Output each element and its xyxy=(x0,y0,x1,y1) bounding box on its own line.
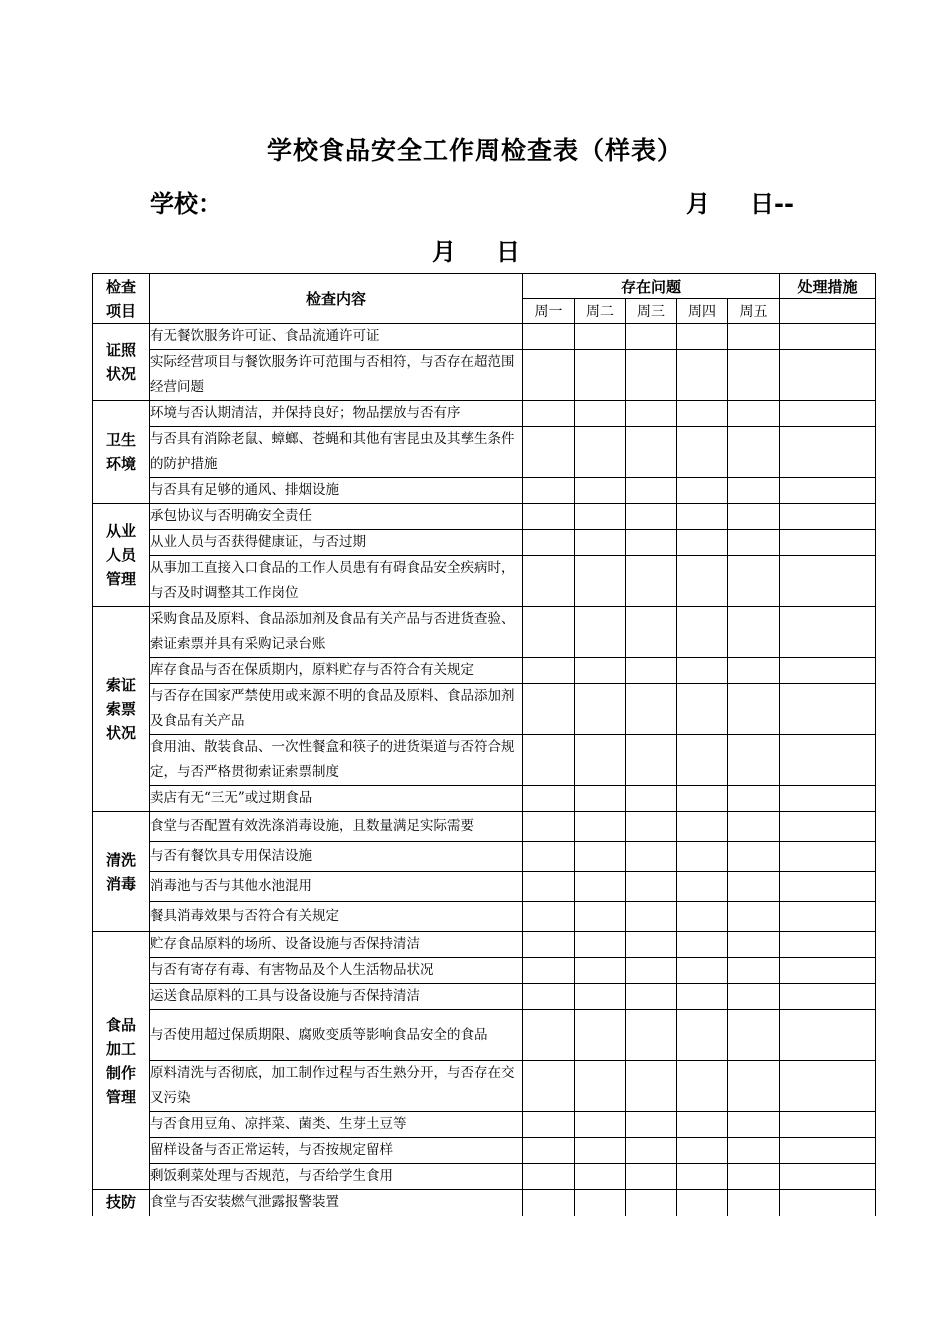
problem-cell[interactable] xyxy=(575,1112,626,1138)
header-line-date xyxy=(0,232,950,266)
problem-cell[interactable] xyxy=(575,504,626,530)
measure-cell[interactable] xyxy=(780,902,876,932)
table-row xyxy=(93,478,876,504)
problem-cell[interactable] xyxy=(523,902,575,932)
weekday-header: 周三 xyxy=(626,299,677,324)
problem-cell[interactable] xyxy=(728,984,780,1010)
problem-cell[interactable] xyxy=(728,735,780,786)
problem-cell[interactable] xyxy=(728,1010,780,1061)
problem-cell[interactable] xyxy=(677,1164,728,1190)
inspection-item: 食堂与否配置有效洗涤消毒设施，且数量满足实际需要 xyxy=(150,812,523,842)
problem-cell[interactable] xyxy=(523,504,575,530)
problem-cell[interactable] xyxy=(523,872,575,902)
measure-cell[interactable] xyxy=(780,324,876,350)
problem-cell[interactable] xyxy=(626,504,677,530)
problem-cell[interactable] xyxy=(575,812,626,842)
header-line-school xyxy=(0,184,950,218)
table-row xyxy=(93,958,876,984)
table-row xyxy=(93,427,876,478)
problem-cell[interactable] xyxy=(626,735,677,786)
problem-cell[interactable] xyxy=(523,1190,575,1216)
problem-cell[interactable] xyxy=(523,1112,575,1138)
measure-cell[interactable] xyxy=(780,1190,876,1216)
table-row xyxy=(93,812,876,842)
table-row xyxy=(93,735,876,786)
inspection-item: 从事加工直接入口食品的工作人员患有有碍食品安全疾病时，与否及时调整其工作岗位 xyxy=(150,556,523,607)
inspection-item: 与否具有消除老鼠、蟑螂、苍蝇和其他有害昆虫及其孳生条件的防护措施 xyxy=(150,427,523,478)
table-row xyxy=(93,1138,876,1164)
problem-cell[interactable] xyxy=(677,1190,728,1216)
problem-cell[interactable] xyxy=(728,1061,780,1112)
inspection-item: 消毒池与否与其他水池混用 xyxy=(150,872,523,902)
problem-cell[interactable] xyxy=(575,932,626,958)
problem-cell[interactable] xyxy=(677,932,728,958)
problem-cell[interactable] xyxy=(728,658,780,684)
problem-cell[interactable] xyxy=(677,478,728,504)
problem-cell[interactable] xyxy=(677,902,728,932)
problem-cell[interactable] xyxy=(575,872,626,902)
problem-cell[interactable] xyxy=(575,1061,626,1112)
problem-cell[interactable] xyxy=(626,556,677,607)
problem-cell[interactable] xyxy=(523,658,575,684)
day-dash-label: 日-- xyxy=(750,190,794,218)
table-row xyxy=(93,401,876,427)
measure-cell[interactable] xyxy=(780,530,876,556)
measure-cell[interactable] xyxy=(780,1138,876,1164)
measure-cell[interactable] xyxy=(780,786,876,812)
inspection-item: 承包协议与否明确安全责任 xyxy=(150,504,523,530)
inspection-item: 原料清洗与否彻底，加工制作过程与否生熟分开，与否存在交叉污染 xyxy=(150,1061,523,1112)
problem-cell[interactable] xyxy=(523,401,575,427)
measures-subheader-empty xyxy=(780,299,876,324)
measure-cell[interactable] xyxy=(780,556,876,607)
problem-cell[interactable] xyxy=(677,1010,728,1061)
problem-cell[interactable] xyxy=(677,786,728,812)
problem-cell[interactable] xyxy=(575,735,626,786)
problem-cell[interactable] xyxy=(677,1061,728,1112)
problem-cell[interactable] xyxy=(626,350,677,401)
inspection-item: 餐具消毒效果与否符合有关规定 xyxy=(150,902,523,932)
problem-cell[interactable] xyxy=(575,556,626,607)
inspection-item: 与否使用超过保质期限、腐败变质等影响食品安全的食品 xyxy=(150,1010,523,1061)
problem-cell[interactable] xyxy=(626,812,677,842)
problem-cell[interactable] xyxy=(677,607,728,658)
inspection-item: 贮存食品原料的场所、设备设施与否保持清洁 xyxy=(150,932,523,958)
measure-cell[interactable] xyxy=(780,478,876,504)
measure-cell[interactable] xyxy=(780,504,876,530)
problem-cell[interactable] xyxy=(728,324,780,350)
measure-cell[interactable] xyxy=(780,735,876,786)
weekday-header: 周一 xyxy=(523,299,575,324)
problem-cell[interactable] xyxy=(575,842,626,872)
problem-cell[interactable] xyxy=(677,427,728,478)
problem-cell[interactable] xyxy=(677,504,728,530)
measure-cell[interactable] xyxy=(780,1164,876,1190)
col-header-problems: 存在问题 xyxy=(523,274,780,299)
inspection-item: 采购食品及原料、食品添加剂及食品有关产品与否进货查验、索证索票并具有采购记录台账 xyxy=(150,607,523,658)
problem-cell[interactable] xyxy=(523,530,575,556)
category-cell: 索证 索票 状况 xyxy=(93,607,150,812)
problem-cell[interactable] xyxy=(626,1112,677,1138)
measure-cell[interactable] xyxy=(780,350,876,401)
problem-cell[interactable] xyxy=(728,530,780,556)
inspection-item: 运送食品原料的工具与设备设施与否保持清洁 xyxy=(150,984,523,1010)
problem-cell[interactable] xyxy=(728,872,780,902)
school-label: 学校： xyxy=(150,190,222,218)
inspection-item: 食用油、散装食品、一次性餐盒和筷子的进货渠道与否符合规定，与否严格贯彻索证索票制度 xyxy=(150,735,523,786)
inspection-item: 食堂与否安装燃气泄露报警装置 xyxy=(150,1190,523,1216)
problem-cell[interactable] xyxy=(677,324,728,350)
table-row xyxy=(93,1190,876,1216)
inspection-table xyxy=(92,273,876,1216)
measure-cell[interactable] xyxy=(780,658,876,684)
problem-cell[interactable] xyxy=(575,684,626,735)
month-label-2: 月 xyxy=(432,238,456,266)
col-header-item: 检查 项目 xyxy=(93,274,150,324)
problem-cell[interactable] xyxy=(728,902,780,932)
inspection-item: 环境与否认期清洁，并保持良好；物品摆放与否有序 xyxy=(150,401,523,427)
problem-cell[interactable] xyxy=(523,735,575,786)
problem-cell[interactable] xyxy=(626,401,677,427)
problem-cell[interactable] xyxy=(677,842,728,872)
problem-cell[interactable] xyxy=(677,984,728,1010)
problem-cell[interactable] xyxy=(575,658,626,684)
table-row xyxy=(93,1112,876,1138)
inspection-item: 卖店有无“三无”或过期食品 xyxy=(150,786,523,812)
table-row xyxy=(93,658,876,684)
category-cell: 从业 人员 管理 xyxy=(93,504,150,607)
measure-cell[interactable] xyxy=(780,401,876,427)
problem-cell[interactable] xyxy=(728,812,780,842)
problem-cell[interactable] xyxy=(626,684,677,735)
measure-cell[interactable] xyxy=(780,1010,876,1061)
problem-cell[interactable] xyxy=(626,872,677,902)
problem-cell[interactable] xyxy=(626,842,677,872)
category-cell: 食品 加工 制作 管理 xyxy=(93,932,150,1190)
table-row xyxy=(93,1061,876,1112)
problem-cell[interactable] xyxy=(523,958,575,984)
inspection-item: 与否存在国家严禁使用或来源不明的食品及原料、食品添加剂及食品有关产品 xyxy=(150,684,523,735)
problem-cell[interactable] xyxy=(575,902,626,932)
problem-cell[interactable] xyxy=(575,324,626,350)
table-row xyxy=(93,872,876,902)
problem-cell[interactable] xyxy=(575,1190,626,1216)
table-row xyxy=(93,1010,876,1061)
problem-cell[interactable] xyxy=(575,478,626,504)
page-title: 学校食品安全工作周检查表（样表） xyxy=(266,136,683,165)
problem-cell[interactable] xyxy=(626,530,677,556)
problem-cell[interactable] xyxy=(728,504,780,530)
problem-cell[interactable] xyxy=(575,1010,626,1061)
problem-cell[interactable] xyxy=(728,1138,780,1164)
table-row xyxy=(93,324,876,350)
problem-cell[interactable] xyxy=(626,1190,677,1216)
inspection-item: 从业人员与否获得健康证，与否过期 xyxy=(150,530,523,556)
problem-cell[interactable] xyxy=(575,401,626,427)
table-row xyxy=(93,504,876,530)
problem-cell[interactable] xyxy=(523,684,575,735)
table-row xyxy=(93,530,876,556)
problem-cell[interactable] xyxy=(728,1190,780,1216)
problem-cell[interactable] xyxy=(523,1138,575,1164)
measure-cell[interactable] xyxy=(780,684,876,735)
problem-cell[interactable] xyxy=(728,1164,780,1190)
measure-cell[interactable] xyxy=(780,872,876,902)
problem-cell[interactable] xyxy=(728,427,780,478)
problem-cell[interactable] xyxy=(575,530,626,556)
measure-cell[interactable] xyxy=(780,984,876,1010)
problem-cell[interactable] xyxy=(626,427,677,478)
measure-cell[interactable] xyxy=(780,1112,876,1138)
problem-cell[interactable] xyxy=(523,786,575,812)
month-label: 月 xyxy=(686,190,710,218)
problem-cell[interactable] xyxy=(523,1164,575,1190)
problem-cell[interactable] xyxy=(728,932,780,958)
inspection-item: 留样设备与否正常运转，与否按规定留样 xyxy=(150,1138,523,1164)
problem-cell[interactable] xyxy=(523,350,575,401)
weekday-header: 周四 xyxy=(677,299,728,324)
inspection-item: 与否有寄存有毒、有害物品及个人生活物品状况 xyxy=(150,958,523,984)
problem-cell[interactable] xyxy=(677,958,728,984)
problem-cell[interactable] xyxy=(626,324,677,350)
problem-cell[interactable] xyxy=(728,684,780,735)
problem-cell[interactable] xyxy=(575,607,626,658)
problem-cell[interactable] xyxy=(575,958,626,984)
measure-cell[interactable] xyxy=(780,812,876,842)
inspection-item: 与否有餐饮具专用保洁设施 xyxy=(150,842,523,872)
weekday-header: 周五 xyxy=(728,299,780,324)
problem-cell[interactable] xyxy=(575,350,626,401)
measure-cell[interactable] xyxy=(780,958,876,984)
problem-cell[interactable] xyxy=(523,842,575,872)
problem-cell[interactable] xyxy=(575,1164,626,1190)
problem-cell[interactable] xyxy=(677,1138,728,1164)
problem-cell[interactable] xyxy=(626,1010,677,1061)
table-row xyxy=(93,842,876,872)
table-row xyxy=(93,902,876,932)
table-row xyxy=(93,556,876,607)
problem-cell[interactable] xyxy=(575,786,626,812)
problem-cell[interactable] xyxy=(677,872,728,902)
inspection-item: 实际经营项目与餐饮服务许可范围与否相符，与否存在超范围经营问题 xyxy=(150,350,523,401)
category-cell: 清洗 消毒 xyxy=(93,812,150,932)
problem-cell[interactable] xyxy=(523,812,575,842)
problem-cell[interactable] xyxy=(728,842,780,872)
problem-cell[interactable] xyxy=(523,427,575,478)
problem-cell[interactable] xyxy=(523,607,575,658)
problem-cell[interactable] xyxy=(626,658,677,684)
problem-cell[interactable] xyxy=(677,401,728,427)
problem-cell[interactable] xyxy=(677,530,728,556)
inspection-item: 库存食品与否在保质期内，原料贮存与否符合有关规定 xyxy=(150,658,523,684)
problem-cell[interactable] xyxy=(626,958,677,984)
day-label: 日 xyxy=(496,238,520,266)
problem-cell[interactable] xyxy=(677,658,728,684)
measure-cell[interactable] xyxy=(780,1061,876,1112)
table-row xyxy=(93,932,876,958)
inspection-item: 剩饭剩菜处理与否规范，与否给学生食用 xyxy=(150,1164,523,1190)
problem-cell[interactable] xyxy=(626,932,677,958)
table-row xyxy=(93,786,876,812)
problem-cell[interactable] xyxy=(523,984,575,1010)
inspection-item: 与否食用豆角、凉拌菜、菌类、生芽土豆等 xyxy=(150,1112,523,1138)
problem-cell[interactable] xyxy=(523,932,575,958)
table-row xyxy=(93,350,876,401)
problem-cell[interactable] xyxy=(575,984,626,1010)
problem-cell[interactable] xyxy=(626,478,677,504)
problem-cell[interactable] xyxy=(523,556,575,607)
table-row xyxy=(93,984,876,1010)
problem-cell[interactable] xyxy=(523,1010,575,1061)
measure-cell[interactable] xyxy=(780,842,876,872)
problem-cell[interactable] xyxy=(626,607,677,658)
measure-cell[interactable] xyxy=(780,932,876,958)
col-header-measures: 处理措施 xyxy=(780,274,876,299)
measure-cell[interactable] xyxy=(780,427,876,478)
measure-cell[interactable] xyxy=(780,607,876,658)
problem-cell[interactable] xyxy=(728,1112,780,1138)
col-header-content: 检查内容 xyxy=(150,274,523,324)
problem-cell[interactable] xyxy=(677,556,728,607)
category-cell: 技防 xyxy=(93,1190,150,1216)
problem-cell[interactable] xyxy=(728,786,780,812)
weekday-header: 周二 xyxy=(575,299,626,324)
problem-cell[interactable] xyxy=(626,1138,677,1164)
problem-cell[interactable] xyxy=(728,607,780,658)
problem-cell[interactable] xyxy=(728,958,780,984)
problem-cell[interactable] xyxy=(677,1112,728,1138)
inspection-item: 有无餐饮服务许可证、食品流通许可证 xyxy=(150,324,523,350)
category-cell: 卫生 环境 xyxy=(93,401,150,504)
problem-cell[interactable] xyxy=(575,1138,626,1164)
problem-cell[interactable] xyxy=(728,478,780,504)
inspection-item: 与否具有足够的通风、排烟设施 xyxy=(150,478,523,504)
problem-cell[interactable] xyxy=(626,786,677,812)
problem-cell[interactable] xyxy=(677,812,728,842)
problem-cell[interactable] xyxy=(677,735,728,786)
table-row xyxy=(93,1164,876,1190)
problem-cell[interactable] xyxy=(575,427,626,478)
table-row xyxy=(93,684,876,735)
problem-cell[interactable] xyxy=(626,1061,677,1112)
problem-cell[interactable] xyxy=(523,1061,575,1112)
problem-cell[interactable] xyxy=(523,324,575,350)
problem-cell[interactable] xyxy=(728,350,780,401)
problem-cell[interactable] xyxy=(677,684,728,735)
table-row xyxy=(93,607,876,658)
problem-cell[interactable] xyxy=(626,1164,677,1190)
problem-cell[interactable] xyxy=(728,556,780,607)
problem-cell[interactable] xyxy=(626,984,677,1010)
problem-cell[interactable] xyxy=(626,902,677,932)
problem-cell[interactable] xyxy=(728,401,780,427)
problem-cell[interactable] xyxy=(677,350,728,401)
problem-cell[interactable] xyxy=(523,478,575,504)
category-cell: 证照 状况 xyxy=(93,324,150,401)
